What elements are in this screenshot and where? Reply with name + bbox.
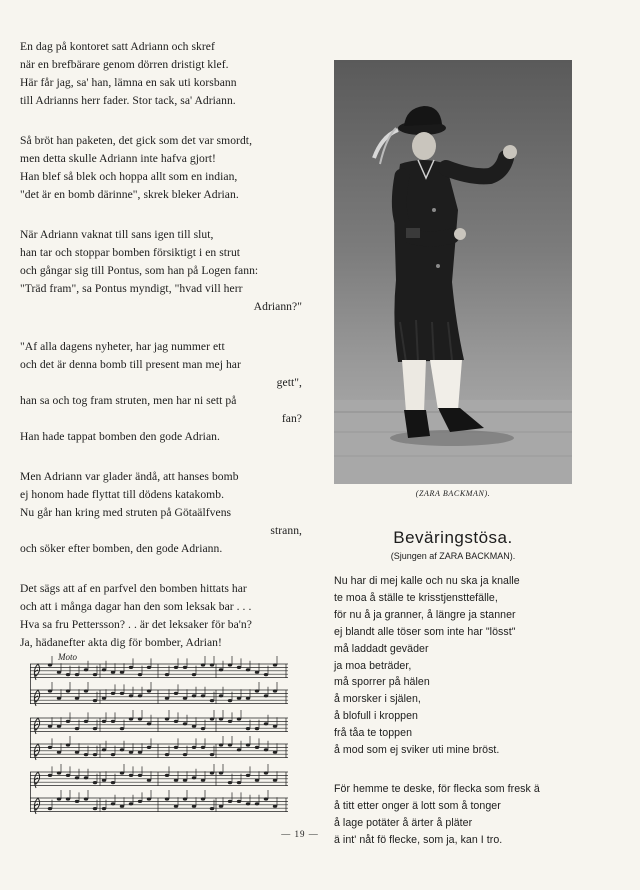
song-line: ja moa beträder,	[334, 659, 412, 672]
poem-line: gett",	[276, 376, 302, 389]
white-trousers	[402, 360, 426, 412]
hat	[374, 106, 446, 164]
poem-line: han sa och tog fram struten, men har ni sett på	[20, 394, 237, 407]
song-line: Nu har di mej kalle och nu ska ja knalle	[334, 575, 520, 587]
poem-line: strann,	[270, 524, 302, 537]
page-number: — 19 —	[281, 829, 319, 839]
song-line: må sporrer på hälen	[334, 676, 430, 689]
song-line: å blofull i kroppen	[334, 710, 418, 723]
poem-line: Hva sa fru Pettersson? . . är det leksaker för ba'n?	[20, 618, 252, 631]
poem-line: Han blef så blek och hoppa allt som en indian,	[20, 170, 238, 183]
poem-stanza	[20, 132, 302, 204]
poem-line: Här får jag, sa' han, lämna en sak uti korsbann	[20, 76, 237, 89]
performer-illustration	[334, 60, 572, 484]
poem-line: och att i många dagar han den som leksak bar . . .	[20, 600, 252, 613]
boots	[404, 410, 430, 438]
music-staves	[30, 650, 290, 818]
poem-line: och söker efter bomben, den gode Adriann.	[20, 542, 223, 555]
poem-line: Adriann?"	[253, 300, 302, 313]
song-line: för nu å ja granner, å längre ja stanner	[334, 608, 516, 621]
song-line: frå tåa te toppen	[334, 727, 413, 740]
song-line: å morsker i själen,	[334, 693, 421, 706]
song-title: Beväringstösa.	[393, 528, 513, 547]
sheet-music	[30, 650, 290, 818]
poem-line: fan?	[281, 412, 302, 425]
song-subtitle: (Sjungen af ZARA BACKMAN).	[390, 551, 516, 561]
raised-arm	[446, 158, 506, 176]
poem-line: Nu går han kring med struten på Götaälfvens	[20, 506, 232, 519]
poem-line: "det är en bomb därinne", skrek bleker Adrian.	[20, 188, 239, 201]
poem-line: När Adriann vaknat till sans igen till slut,	[20, 228, 214, 241]
song-line: å mod som ej sviker uti mine bröst.	[334, 744, 500, 757]
tempo-marking: Moto	[58, 652, 77, 662]
poem-stanza	[20, 38, 302, 110]
poem-line: han tar och stoppar bomben försiktigt i en strut	[20, 246, 241, 259]
song-stanza	[334, 573, 574, 759]
poem-line: till Adrianns herr fader. Stor tack, sa' Adriann.	[20, 94, 236, 107]
poem-line: "Träd fram", sa Pontus myndigt, "hvad vill herr	[20, 282, 243, 295]
song-line: te moa å ställe te krisstjensttefälle,	[334, 591, 498, 604]
poem-line: Ja, hädanefter akta dig för bomber, Adrian!	[20, 636, 222, 649]
song-line: må laddadt geväder	[334, 642, 429, 655]
poem-line: och gångar sig till Pontus, som han på Logen fann:	[20, 264, 259, 277]
poem-line: men detta skulle Adriann inte hafva gjort!	[20, 152, 216, 165]
song-line: å lage potäter å ärter å pläter	[334, 816, 473, 829]
poem-stanza	[20, 338, 302, 446]
poem-line: Han hade tappat bomben den gode Adrian.	[20, 430, 220, 443]
song-line: ä int' nåt fö flecke, som ja, kan I tro.	[334, 833, 503, 846]
poem-line: Det sägs att af en parfvel den bomben hittats har	[20, 582, 247, 595]
song-line: å titt etter onger ä lott som å tonger	[334, 799, 501, 812]
left-poem	[20, 38, 302, 674]
poem-line: ej honom hade flyttat till dödens katakomb.	[20, 488, 225, 501]
poem-line: En dag på kontoret satt Adriann och skref	[20, 40, 215, 53]
poem-stanza	[20, 580, 302, 652]
photo-caption: (ZARA BACKMAN).	[415, 489, 491, 498]
face	[412, 132, 436, 160]
poem-line: "Af alla dagens nyheter, har jag nummer ett	[20, 340, 225, 353]
poem-line: Men Adriann var glader ändå, att hanses bomb	[20, 470, 239, 483]
song-line: För hemme te deske, för flecka som fresk ä	[334, 782, 540, 795]
performer-photo	[334, 60, 572, 484]
poem-stanza	[20, 226, 302, 316]
poem-line: när en brefbärare genom dörren dristigt klef.	[20, 58, 229, 71]
song-lyrics	[334, 573, 574, 871]
poem-line: och det är denna bomb till present man mej har	[20, 358, 241, 371]
poem-stanza	[20, 468, 302, 558]
song-line: ej blandt alle töser som inte har "lösst"	[334, 625, 516, 638]
poem-line: Så bröt han paketen, det gick som det var smordt,	[20, 134, 253, 147]
